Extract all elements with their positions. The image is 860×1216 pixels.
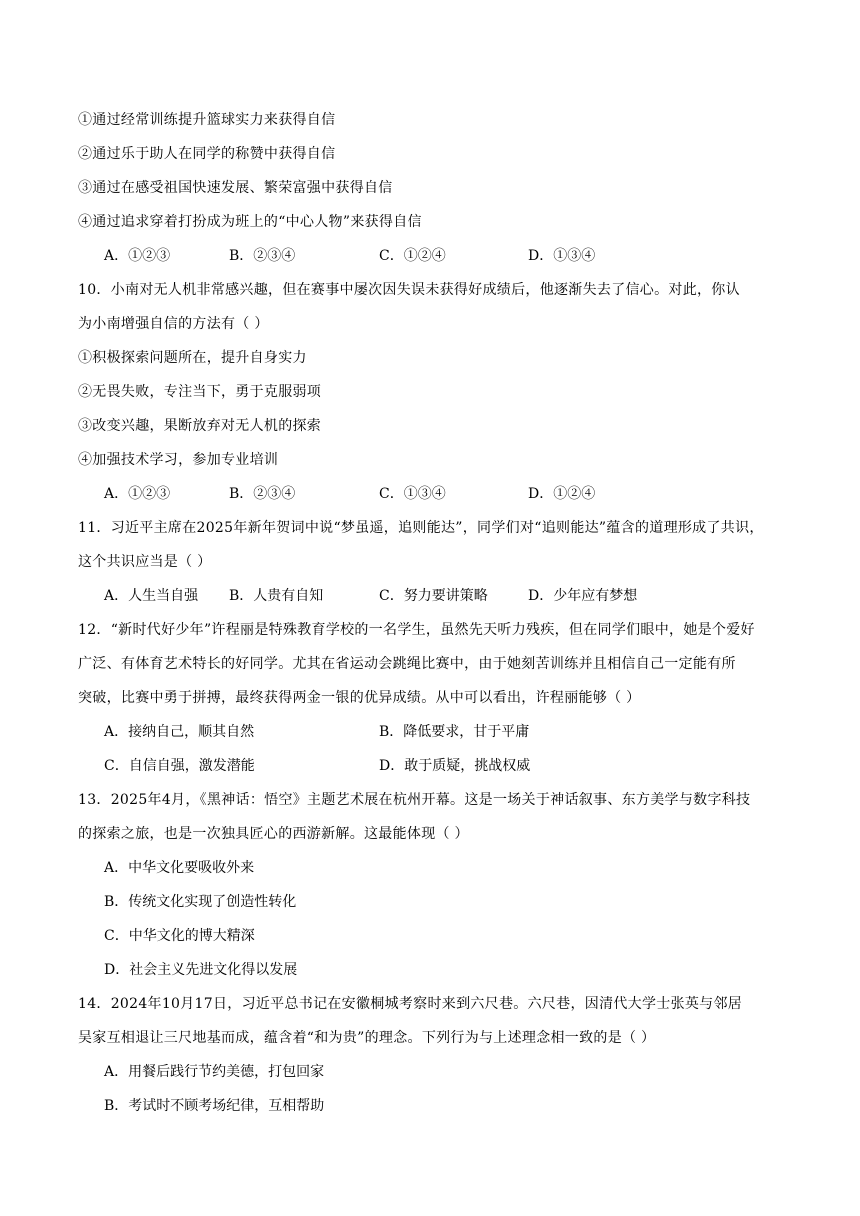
q12-option-d: D．敢于质疑，挑战权威 (379, 758, 531, 774)
q10-option-d: D．①②④ (528, 486, 596, 502)
q11-option-d: D．少年应有梦想 (528, 588, 638, 604)
q10-option-a: A．①②③ (104, 486, 171, 502)
q13-option-a: A．中华文化要吸收外来 (104, 860, 255, 876)
statement-3: ③通过在感受祖国快速发展、繁荣富强中获得自信 (78, 180, 393, 196)
q10-statement-2: ②无畏失败，专注当下，勇于克服弱项 (78, 384, 322, 400)
q14-option-a: A．用餐后践行节约美德，打包回家 (104, 1064, 325, 1080)
q12-stem-line1: 12．“新时代好少年”许程丽是特殊教育学校的一名学生，虽然先天听力残疾，但在同学们眼中，她是个爱好 (78, 622, 755, 638)
q10-statement-1: ①积极探索问题所在，提升自身实力 (78, 350, 307, 366)
statement-4: ④通过追求穿着打扮成为班上的“中心人物”来获得自信 (78, 214, 422, 230)
q10-option-b: B．②③④ (229, 486, 296, 502)
q11-stem-line1: 11．习近平主席在2025年新年贺词中说“梦虽遥，追则能达”，同学们对“追则能达”蕴含的道理形成了共识， (78, 520, 764, 536)
q10-stem-line1: 10．小南对无人机非常感兴趣，但在赛事中屡次因失误未获得好成绩后，他逐渐失去了信心。对此，你认 (78, 282, 740, 298)
q9-option-a: A．①②③ (104, 248, 171, 264)
q14-option-b: B．考试时不顾考场纪律，互相帮助 (104, 1098, 325, 1114)
q13-option-b: B．传统文化实现了创造性转化 (104, 894, 297, 910)
q13-stem-line1: 13．2025年4月，《黑神话：悟空》主题艺术展在杭州开幕。这是一场关于神话叙事、东方美学与数字科技 (78, 792, 751, 808)
statement-2: ②通过乐于助人在同学的称赞中获得自信 (78, 146, 336, 162)
q12-option-c: C．自信自强，激发潜能 (104, 758, 255, 774)
q9-option-c: C．①②④ (379, 248, 446, 264)
q13-option-d: D．社会主义先进文化得以发展 (104, 962, 298, 978)
statement-1: ①通过经常训练提升篮球实力来获得自信 (78, 112, 336, 128)
q12-option-b: B．降低要求，甘于平庸 (379, 724, 530, 740)
q11-option-b: B．人贵有自知 (229, 588, 324, 604)
q9-option-d: D．①③④ (528, 248, 596, 264)
q10-option-c: C．①③④ (379, 486, 446, 502)
q14-stem-line1: 14．2024年10月17日，习近平总书记在安徽桐城考察时来到六尺巷。六尺巷，因清代大学士张英与邻居 (78, 996, 743, 1012)
q12-stem-line2: 广泛、有体育艺术特长的好同学。尤其在省运动会跳绳比赛中，由于她刻苦训练并且相信自己一定能有所 (78, 656, 736, 672)
q13-stem-line2: 的探索之旅，也是一次独具匠心的西游新解。这最能体现（ ） (78, 826, 469, 842)
q10-stem-line2: 为小南增强自信的方法有（ ） (78, 316, 269, 332)
q14-stem-line2: 吴家互相退让三尺地基而成，蕴含着“和为贵”的理念。下列行为与上述理念相一致的是（ ） (78, 1030, 656, 1046)
q13-option-c: C．中华文化的博大精深 (104, 928, 255, 944)
q10-statement-3: ③改变兴趣，果断放弃对无人机的探索 (78, 418, 322, 434)
q12-stem-line3: 突破，比赛中勇于拼搏，最终获得两金一银的优异成绩。从中可以看出，许程丽能够（ ） (78, 690, 641, 706)
q11-option-c: C．努力要讲策略 (379, 588, 488, 604)
q11-stem-line2: 这个共识应当是（ ） (78, 554, 212, 570)
q9-option-b: B．②③④ (229, 248, 296, 264)
q10-statement-4: ④加强技术学习，参加专业培训 (78, 452, 279, 468)
q12-option-a: A．接纳自己，顺其自然 (104, 724, 255, 740)
q11-option-a: A．人生当自强 (104, 588, 199, 604)
